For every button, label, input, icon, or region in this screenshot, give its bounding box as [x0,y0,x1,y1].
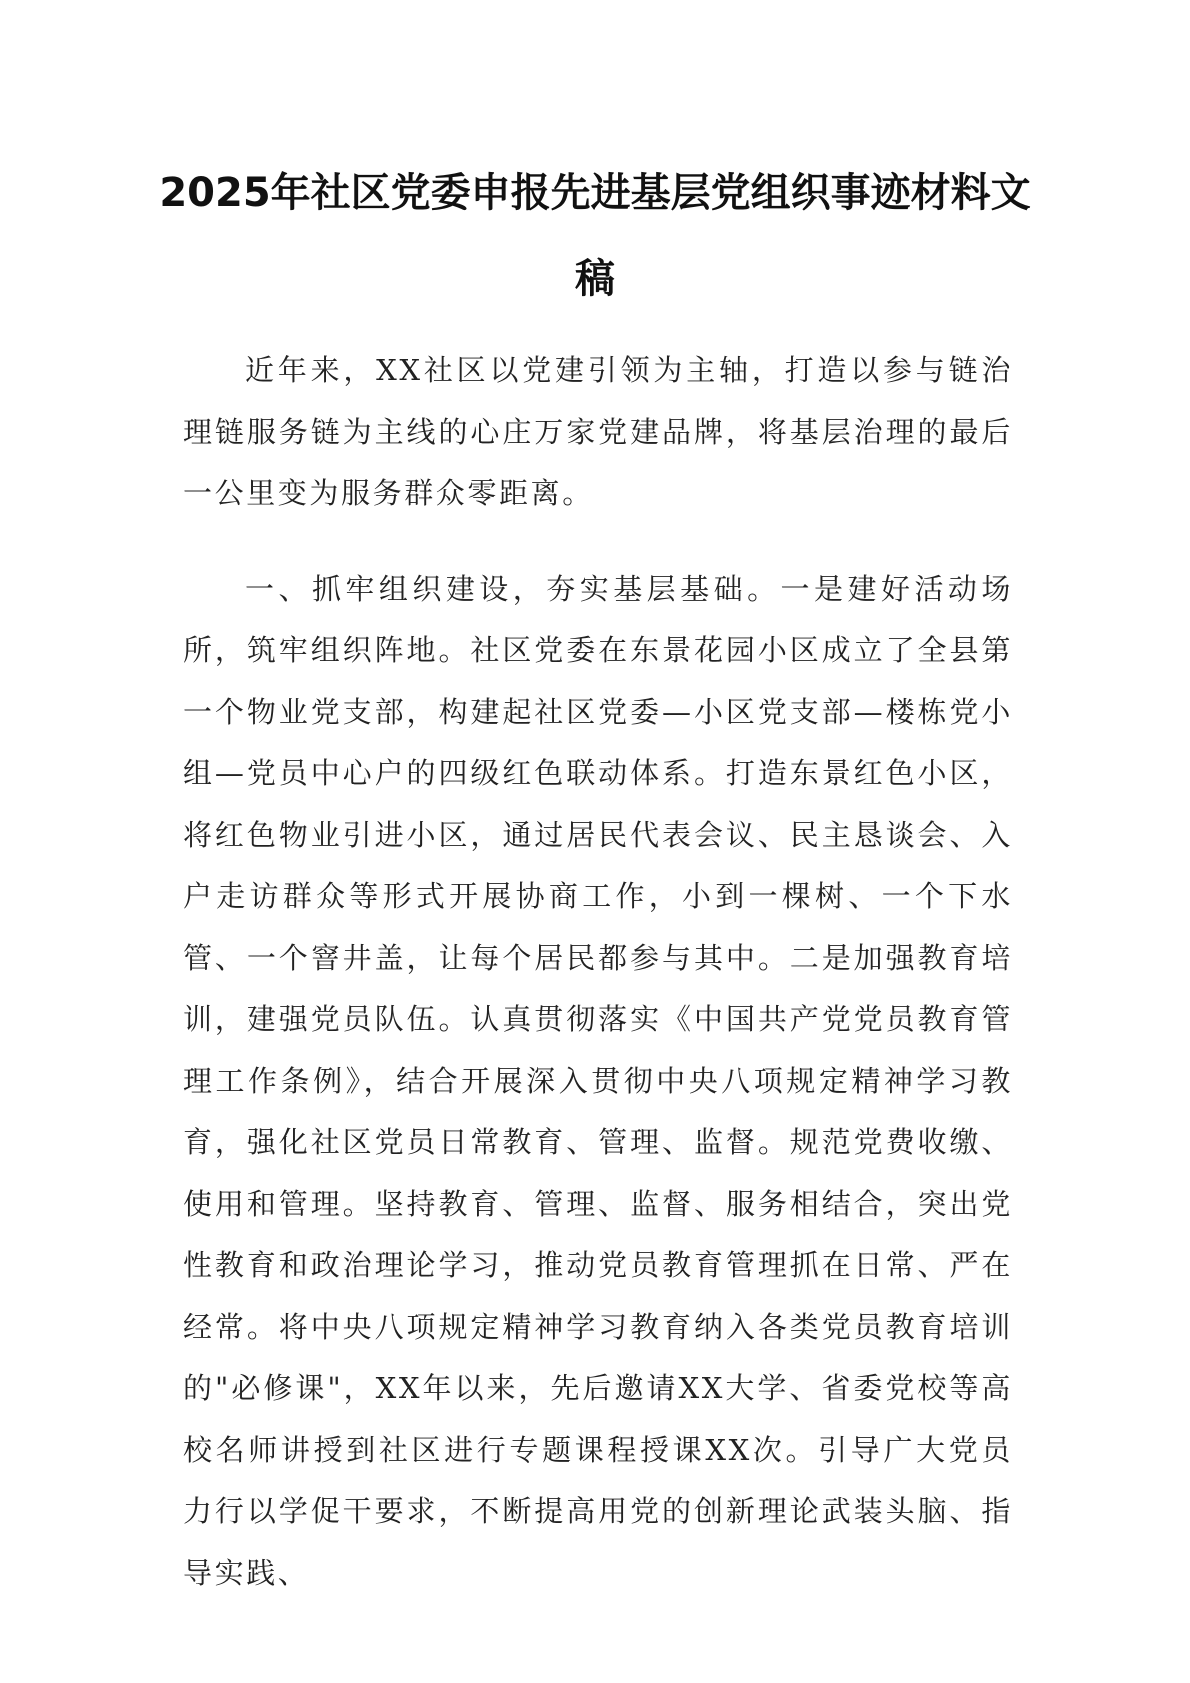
intro-paragraph: 近年来，XX社区以党建引领为主轴，打造以参与链治理链服务链为主线的心庄万家党建品牌，将基层治理的最后一公里变为服务群众零距离。 [183,353,1013,510]
document-body [183,340,1013,1638]
document-title: 2025年社区党委申报先进基层党组织事迹材料文稿 [159,170,1031,302]
section-one-paragraph: 一、抓牢组织建设，夯实基层基础。一是建好活动场所，筑牢组织阵地。社区党委在东景花园小区成立了全县第一个物业党支部，构建起社区党委—小区党支部—楼栋党小组—党员中心户的四级红色联动体系。打造东景红色小区，将红色物业引进小区，通过居民代表会议、民主恳谈会、入户走访群众等形式开展协商工作，小到一棵树、一个下水管、一个窨井盖，让每个居民都参与其中。二是加强教育培训，建强党员队伍。认真贯彻落实《中国共产党党员教育管理工作条例》，结合开展深入贯彻中央八项规定精神学习教育，强化社区党员日常教育、管理、监督。规范党费收缴、使用和管理。坚持教育、管理、监督、服务相结合，突出党性教育和政治理论学习，推动党员教育管理抓在日常、严在经常。将中央八项规定精神学习教育纳入各类党员教育培训的"必修课"，XX年以来，先后邀请XX大学、省委党校等高校名师讲授到社区进行专题课程授课XX次。引导广大党员力行以学促干要求，不断提高用党的创新理论武装头脑、指导实践、 [183,571,1013,1590]
